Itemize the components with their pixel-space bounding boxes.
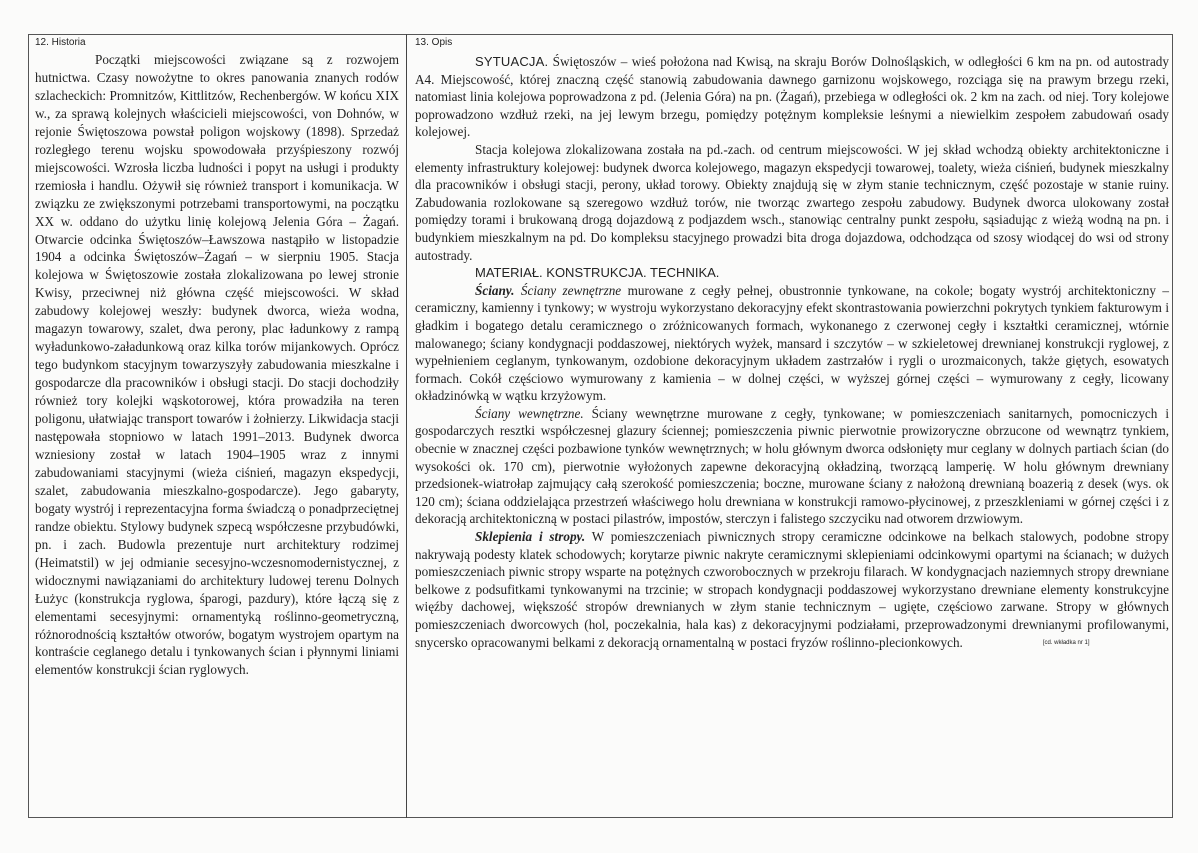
walls-int-heading: Ściany wewnętrzne. bbox=[475, 405, 584, 421]
history-column bbox=[35, 35, 399, 679]
material-heading: MATERIAŁ. KONSTRUKCJA. TECHNIKA. bbox=[475, 265, 720, 281]
walls-int-paragraph bbox=[415, 405, 1169, 528]
ceilings-paragraph bbox=[415, 528, 1169, 652]
description-section-number: 13. Opis bbox=[415, 37, 453, 48]
walls-ext-paragraph bbox=[415, 282, 1169, 405]
walls-ext-text: murowane z cegły pełnej, obustronnie tynkowane, na cokole; bogaty wystrój architektoniczny – ceramiczny, kamienny i tynkowy; w wystroju wykorzystano dekoracyjny efekt skontrastowania powierzchni pokrytych tynkiem fakturowym i gładkim i bogatego detalu ceramicznego o zróżnicowanych formach, wykonanego z czerwonej cegły i kształtki ceramicznej, wtórnie malowanego; ściany kondygnacji poddaszowej, niektórych wyżek, mansard i szczytów – w szkieletowej drewnianej konstrukcji ryglowej, z wypełnieniem ceglanym, tynkowanym, ozdobione dekoracyjnym układem zastrzałów i rygli o urozmaiconych, także giętych, esowatych formach. Cokół częściowo wymurowany z kamienia – w dolnej części, w wyższej górnej części – wymurowany z cegły, licowany okładzinówką w wątku krzyżowym. bbox=[415, 282, 1169, 404]
situation-text: Świętoszów – wieś położona nad Kwisą, na skraju Borów Dolnośląskich, w odległości 6 km na pn. od autostrady A4. Miejscowość, której znaczną część stanowią zabudowania dawnego garnizonu wojskowego, rozciąga się na prawym brzegu rzeki, natomiast linia kolejowa poprowadzona z pd. (Jelenia Góra) na pn. (Żagań), przebiega w odległości ok. 2 km na zach. od niej. Tory kolejowe poprowadzono wzdłuż rzeki, na jej lewym brzegu, pomiędzy potężnym kompleksie leśnymi a niewielkim zespołem zabudowań osady kolejowej. bbox=[415, 54, 1169, 140]
ceilings-text: W pomieszczeniach piwnicznych stropy ceramiczne odcinkowe na belkach stalowych, podobne stropy nakrywają podesty klatek schodowych; korytarze piwnic nakryte ceramicznymi sklepieniami odcinkowymi opartymi na ścianach; w dużych pomieszczeniach piwnic stropy wsparte na potężnych czworobocznych w przekroju filarach. W kondygnacjach naziemnych stropy drewniane belkowe z podsufitkami tynkowanymi na trzcinie; w stropach kondygnacji poddaszowej wykorzystano drewniane elementy konstrukcyjne więźby dachowej, większość stropów drewnianych w złym stanie technicznym – ugięte, częściowo zarwane. Stropy w głównych pomieszczeniach dworcowych (hol, poczekalnia, hala kas) z dekoracyjnymi podziałami, przeprowadzonymi drewnianymi profilowanymi, snycersko opracowanymi belkami z dekoracją ornamentalną w postaci fryzów roślinno-plecionkowych. bbox=[415, 529, 1169, 650]
situation-paragraph bbox=[415, 53, 1169, 141]
ceilings-heading: Sklepienia i stropy. bbox=[475, 529, 586, 545]
continuation-note: [cd. wkładka nr 1] bbox=[1042, 639, 1090, 646]
walls-ext-heading: Ściany zewnętrzne bbox=[520, 282, 622, 298]
walls-int-text: Ściany wewnętrzne murowane z cegły, tynkowane; w pomieszczeniach sanitarnych, pomocniczych i gospodarczych resztki współczesnej glazury ściennej; pomieszczenia piwnic pierwotnie prowizoryczne obrzucone od wewnątrz tynkiem, obecnie w znacznej części pozbawione tynków wewnętrznych; w holu głównym dworca odsłonięty mur ceglany w dolnych partiach ścian (do wysokości ok. 170 cm), pierwotnie wyłożonych zapewne dekoracyjną okładziną, tworzącą lamperię. W holu głównym drewniany przedsionek-wiatrołap zajmujący całą szerokość pomieszczenia; boczne, murowane ściany z nałożoną drewnianą boazerią z desek (wys. ok 120 cm); ściana oddzielająca przestrzeń właściwego holu drewniana w konstrukcji ramowo-płycinowej, z przeszkleniami w górnej części i z dekoracją architektoniczną w postaci pilastrów, impostów, sterczyn i falistego szczyciku nad otworem drzwiowym. bbox=[415, 405, 1169, 527]
form-sheet bbox=[28, 34, 1173, 818]
description-column bbox=[415, 35, 1169, 652]
history-paragraph: Początki miejscowości związane są z rozwojem hutnictwa. Czasy nowożytne to okres panowania znanych rodów szlacheckich: Promnitzów, Kittlitzów, Rechenbergów. W końcu XIX w., za sprawą kolejnych właścicieli miejscowości, von Dohnów, w rejonie Świętoszowa powstał poligon wojskowy (1898). Sprzedaż rozległego terenu wojsku spowodowała przyśpieszony rozwój miejscowości. Wzrosła liczba ludności i popyt na usługi i produkty rzemiosła i handlu. Ożywił się również transport i komunikacja. W związku ze zwiększonymi potrzebami transportowymi, na początku XX w. oddano do użytku linię kolejową Jelenia Góra – Żagań. Otwarcie odcinka Świętoszów–Ławszowa nastąpiło w listopadzie 1904 a odcinka Świętoszów–Żagań – w sierpniu 1905. Stacja kolejowa w Świętoszowie została zlokalizowana po lewej stronie Kwisy, przeciwnej niż główna część miejscowości. W skład zabudowy kolejowej weszły: budynek dworca, wieża wodna, magazyn towarowy, szalet, dwa perony, plac ładunkowy z rampą wyładunkowo-załadunkową oraz kilka torów mijankowych. Oprócz tego budynkom stacyjnym towarzyszyły zabudowania mieszkalne i gospodarcze dla pracowników i obsługi stacji. Do stacji dochodziły również tory kolejki wąskotorowej, która prowadziła na teren poligonu, ułatwiając transport towarów i żołnierzy. Likwidacja stacji następowała stopniowo w latach 1991–2013. Budynek dworca wzniesiony został w latach 1904–1905 wraz z innymi zabudowaniami stacyjnymi (wieża ciśnień, magazyn ekspedycji, szalet, zabudowania mieszkalno-gospodarcze). Jego gabaryty, bogaty wystrój i reprezentacyjna forma świadczą o ponadprzeciętnej randze obiektu. Stylowy budynek szpecą współczesne przybudówki, pn. i zach. Budowla prezentuje nurt architektury rodzimej (Heimatstil) w jej odmianie secesyjno-wczesnomodernistycznej, z widocznymi nawiązaniami do architektury ludowej terenu Dolnych Łużyc (konstrukcja ryglowa, śparogi, pazdury), które łączą się z elementami secesyjnymi: ornamentyką roślinno-geometryczną, różnorodnością kształtów otworów, bogatym wystrojem opartym na kontraście ceglanego detalu i tynkowanych ścian i płynnymi liniami elementów konstrukcji ścian ryglowych. bbox=[35, 52, 399, 678]
history-section-number: 12. Historia bbox=[35, 37, 86, 48]
column-divider bbox=[406, 34, 407, 818]
situation-heading: SYTUACJA. bbox=[475, 54, 549, 69]
station-paragraph: Stacja kolejowa zlokalizowana została na pd.-zach. od centrum miejscowości. W jej skład wchodzą obiekty architektoniczne i elementy infrastruktury kolejowej: budynek dworca kolejowego, magazyn ekspedycji towarowej, toalety, wieża ciśnień, budynek mieszkalny dla pracowników i obsługi stacji, perony, układ torowy. Obiekty znajdują się w złym stanie technicznym, część pozostaje w stanie ruiny. Zabudowania rozlokowane są szeregowo wzdłuż torów, nie tworząc zwartego zespołu zabudowy. Budynek dworca ulokowany został pomiędzy torami i brukowaną drogą dojazdową z podjazdem wsch., stanowiąc centralny punkt zespołu, sąsiadując z wieżą wodną na pn. i budynkiem mieszkalnym na pd. Do kompleksu stacyjnego prowadzi bita droga dojazdowa, odchodząca od szosy wiodącej do wsi od strony autostrady. bbox=[415, 141, 1169, 263]
walls-heading: Ściany. bbox=[475, 282, 515, 298]
